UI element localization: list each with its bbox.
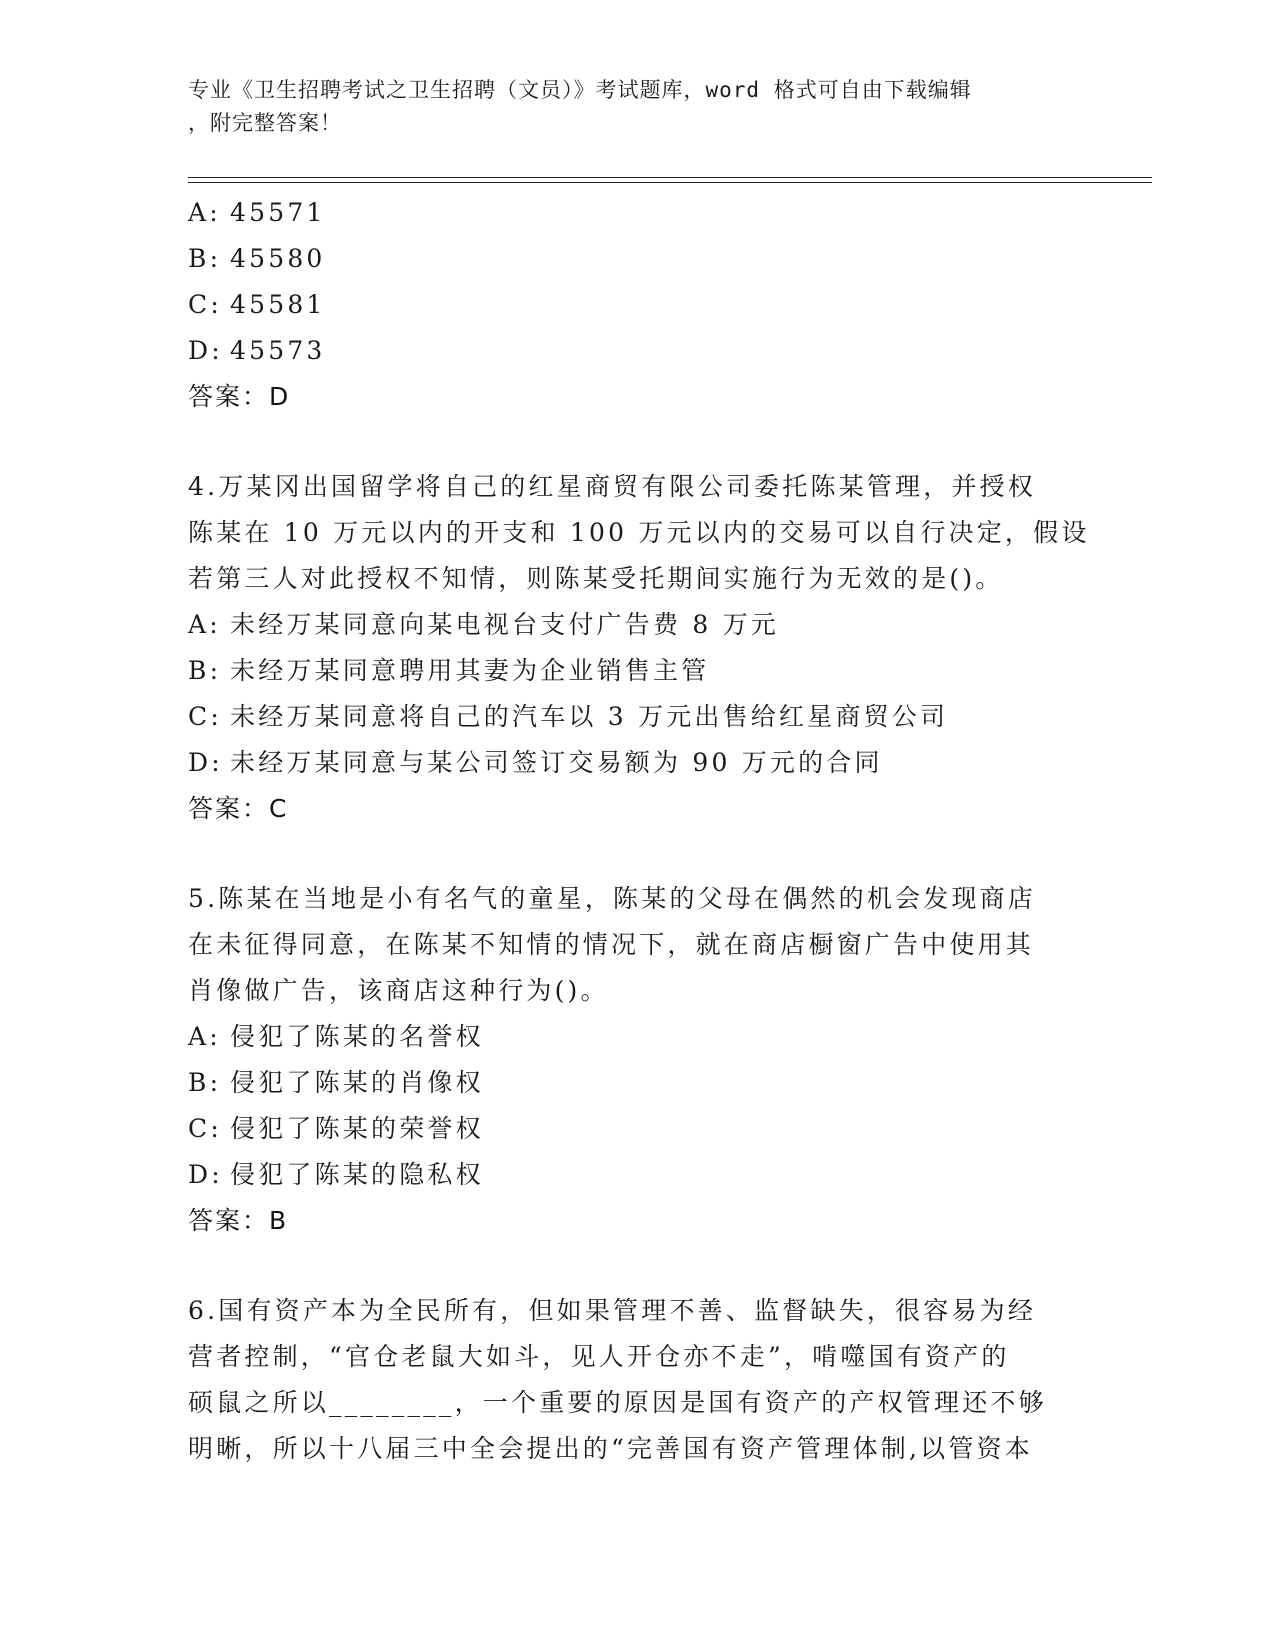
option-text: 未经万某同意将自己的汽车以 3 万元出售给红星商贸公司 bbox=[230, 702, 949, 731]
option-a: A: 45571 bbox=[188, 198, 326, 227]
question-stem-line: 4.万某冈出国留学将自己的红星商贸有限公司委托陈某管理，并授权 bbox=[188, 472, 1037, 501]
option-d: D: 侵犯了陈某的隐私权 bbox=[188, 1160, 484, 1189]
option-b: B: 侵犯了陈某的肖像权 bbox=[188, 1068, 484, 1097]
question-stem-line: 在未征得同意，在陈某不知情的情况下，就在商店橱窗广告中使用其 bbox=[188, 930, 1035, 959]
question-stem-line: 肖像做广告，该商店这种行为()。 bbox=[188, 976, 609, 1005]
option-c: C: 侵犯了陈某的荣誉权 bbox=[188, 1114, 484, 1143]
option-a: A: 未经万某同意向某电视台支付广告费 8 万元 bbox=[188, 610, 780, 639]
question-stem-line: 明晰，所以十八届三中全会提出的“完善国有资产管理体制,以管资本 bbox=[188, 1434, 1033, 1463]
answer-line: 答案：B bbox=[188, 1206, 289, 1235]
option-text: 侵犯了陈某的肖像权 bbox=[230, 1068, 484, 1097]
option-d: D: 45573 bbox=[188, 336, 326, 365]
question-4 bbox=[188, 464, 1088, 832]
question-5 bbox=[188, 876, 1088, 1244]
option-c: C: 45581 bbox=[188, 290, 326, 319]
header-line-1: 专业《卫生招聘考试之卫生招聘（文员）》考试题库，word 格式可自由下载编辑 bbox=[188, 78, 972, 102]
header-divider-bottom bbox=[188, 182, 1152, 183]
option-text: 侵犯了陈某的隐私权 bbox=[230, 1160, 484, 1189]
option-b: B: 未经万某同意聘用其妻为企业销售主管 bbox=[188, 656, 710, 685]
question-stem-line: 营者控制，“官仓老鼠大如斗，见人开仓亦不走”，啃噬国有资产的 bbox=[188, 1342, 1010, 1371]
question-3-partial bbox=[188, 190, 1088, 420]
question-stem-line: 硕鼠之所以________，一个重要的原因是国有资产的产权管理还不够 bbox=[188, 1388, 1047, 1417]
question-stem-line: 6.国有资产本为全民所有，但如果管理不善、监督缺失，很容易为经 bbox=[188, 1296, 1037, 1325]
question-list bbox=[188, 190, 1088, 1472]
option-text: 45580 bbox=[230, 244, 326, 273]
question-6 bbox=[188, 1288, 1088, 1472]
option-text: 未经万某同意向某电视台支付广告费 8 万元 bbox=[230, 610, 780, 639]
option-a: A: 侵犯了陈某的名誉权 bbox=[188, 1022, 484, 1051]
question-stem-line: 陈某在 10 万元以内的开支和 100 万元以内的交易可以自行决定，假设 bbox=[188, 518, 1090, 547]
option-d: D: 未经万某同意与某公司签订交易额为 90 万元的合同 bbox=[188, 748, 883, 777]
document-header bbox=[188, 74, 1068, 140]
question-stem-line: 若第三人对此授权不知情，则陈某受托期间实施行为无效的是()。 bbox=[188, 564, 1004, 593]
option-text: 45581 bbox=[230, 290, 326, 319]
option-text: 45571 bbox=[230, 198, 326, 227]
header-line-2: ，附完整答案！ bbox=[188, 111, 342, 135]
option-text: 侵犯了陈某的荣誉权 bbox=[230, 1114, 484, 1143]
option-text: 未经万某同意与某公司签订交易额为 90 万元的合同 bbox=[230, 748, 883, 777]
answer-line: 答案：D bbox=[188, 382, 291, 411]
option-b: B: 45580 bbox=[188, 244, 326, 273]
option-text: 未经万某同意聘用其妻为企业销售主管 bbox=[230, 656, 710, 685]
option-text: 45573 bbox=[230, 336, 326, 365]
option-c: C: 未经万某同意将自己的汽车以 3 万元出售给红星商贸公司 bbox=[188, 702, 949, 731]
question-stem-line: 5.陈某在当地是小有名气的童星，陈某的父母在偶然的机会发现商店 bbox=[188, 884, 1037, 913]
option-text: 侵犯了陈某的名誉权 bbox=[230, 1022, 484, 1051]
answer-line: 答案：C bbox=[188, 794, 289, 823]
header-divider-top bbox=[188, 177, 1152, 178]
